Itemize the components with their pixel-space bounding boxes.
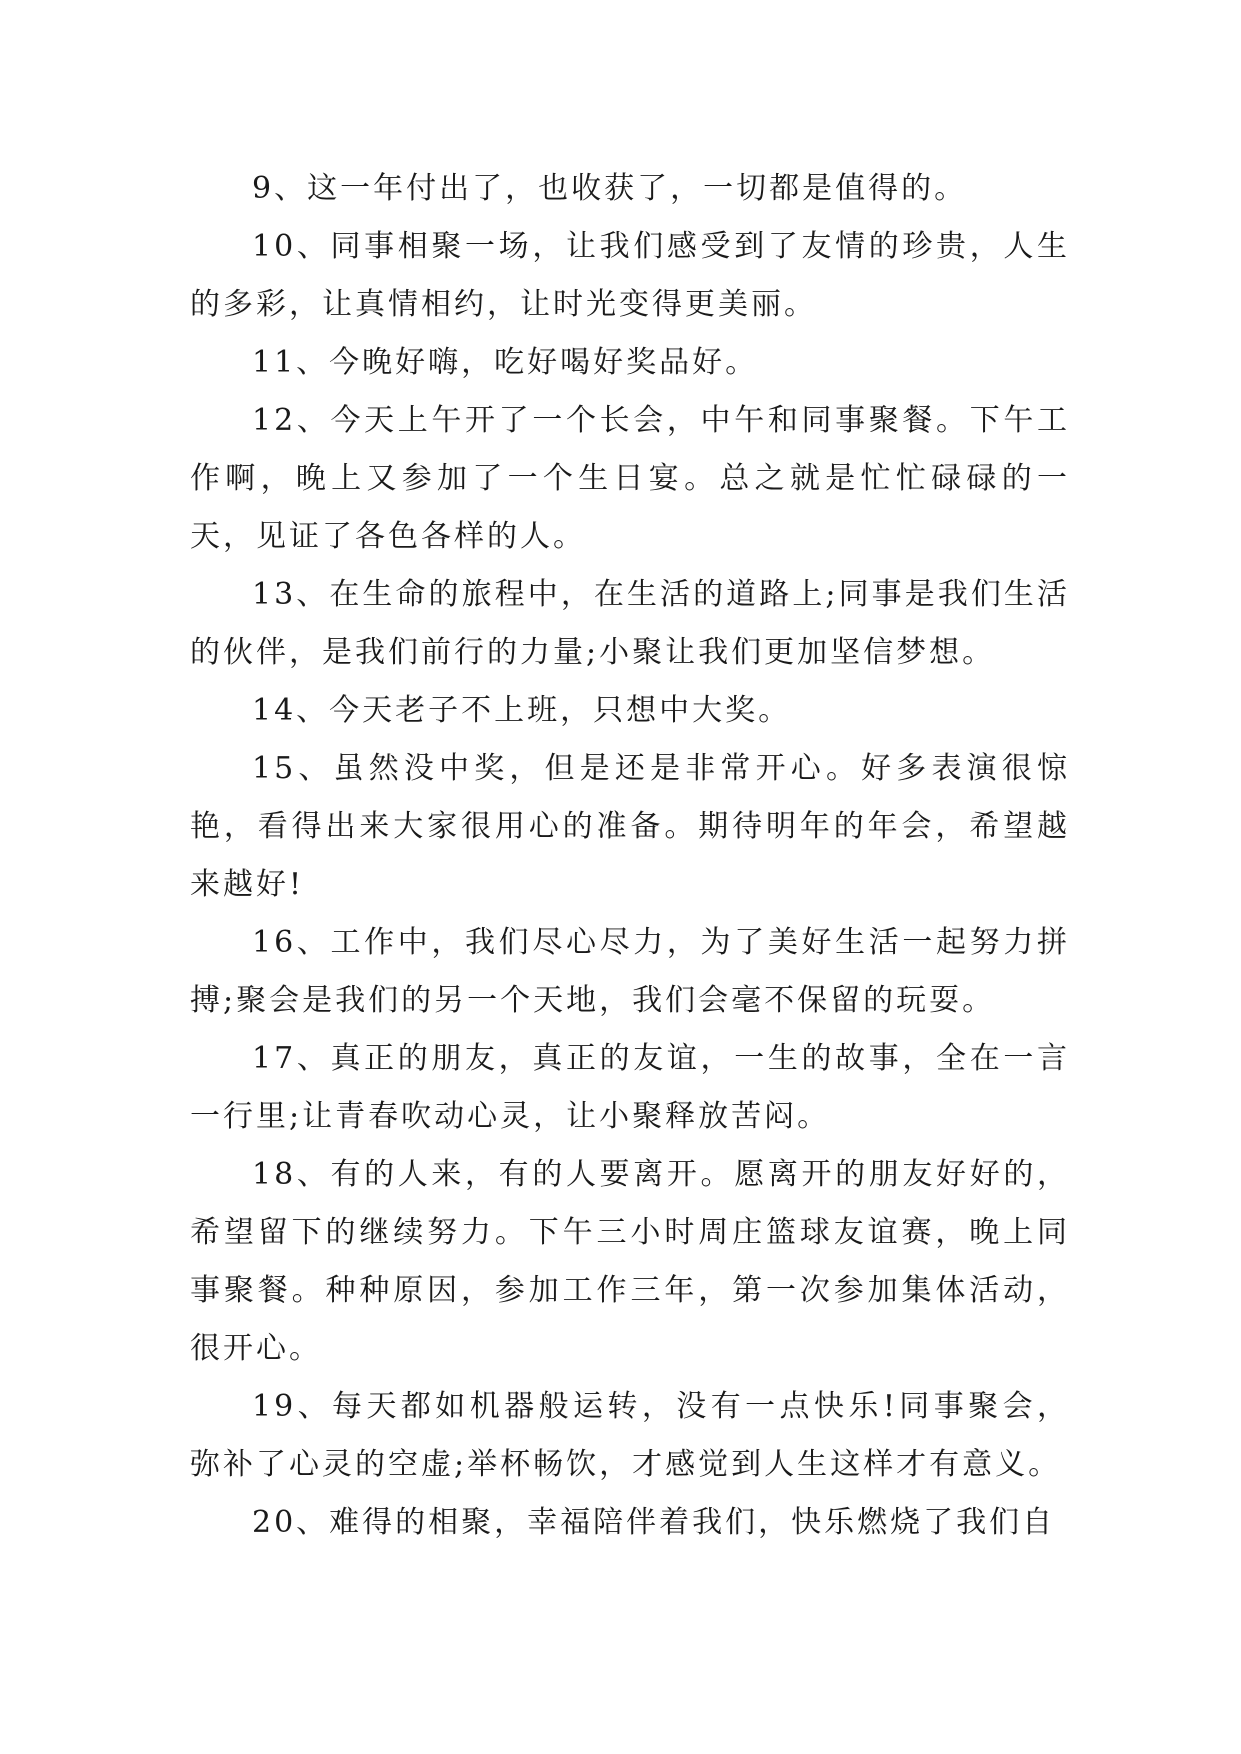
paragraph-16: 16、工作中，我们尽心尽力，为了美好生活一起努力拼搏;聚会是我们的另一个天地，我们会毫不保留的玩耍。 xyxy=(190,925,1070,1018)
paragraph-10: 10、同事相聚一场，让我们感受到了友情的珍贵，人生的多彩，让真情相约，让时光变得更美丽。 xyxy=(190,229,1070,322)
paragraph-15: 15、虽然没中奖，但是还是非常开心。好多表演很惊艳，看得出来大家很用心的准备。期待明年的年会，希望越来越好! xyxy=(190,751,1070,902)
paragraph-18: 18、有的人来，有的人要离开。愿离开的朋友好好的，希望留下的继续努力。下午三小时周庄篮球友谊赛，晚上同事聚餐。种种原因，参加工作三年，第一次参加集体活动，很开心。 xyxy=(190,1157,1070,1366)
paragraph-17: 17、真正的朋友，真正的友谊，一生的故事，全在一言一行里;让青春吹动心灵，让小聚释放苦闷。 xyxy=(190,1041,1070,1134)
paragraph-19: 19、每天都如机器般运转，没有一点快乐!同事聚会，弥补了心灵的空虚;举杯畅饮，才感觉到人生这样才有意义。 xyxy=(190,1389,1070,1482)
paragraph-9: 9、这一年付出了，也收获了，一切都是值得的。 xyxy=(252,171,968,206)
paragraph-11: 11、今晚好嗨，吃好喝好奖品好。 xyxy=(252,345,759,380)
paragraph-12: 12、今天上午开了一个长会，中午和同事聚餐。下午工作啊，晚上又参加了一个生日宴。总之就是忙忙碌碌的一天，见证了各色各样的人。 xyxy=(190,403,1070,554)
paragraph-13: 13、在生命的旅程中，在生活的道路上;同事是我们生活的伙伴，是我们前行的力量;小聚让我们更加坚信梦想。 xyxy=(190,577,1070,670)
paragraph-20: 20、难得的相聚，幸福陪伴着我们，快乐燃烧了我们自 xyxy=(252,1505,1056,1540)
document-body xyxy=(190,160,1070,1552)
paragraph-14: 14、今天老子不上班，只想中大奖。 xyxy=(252,693,792,728)
